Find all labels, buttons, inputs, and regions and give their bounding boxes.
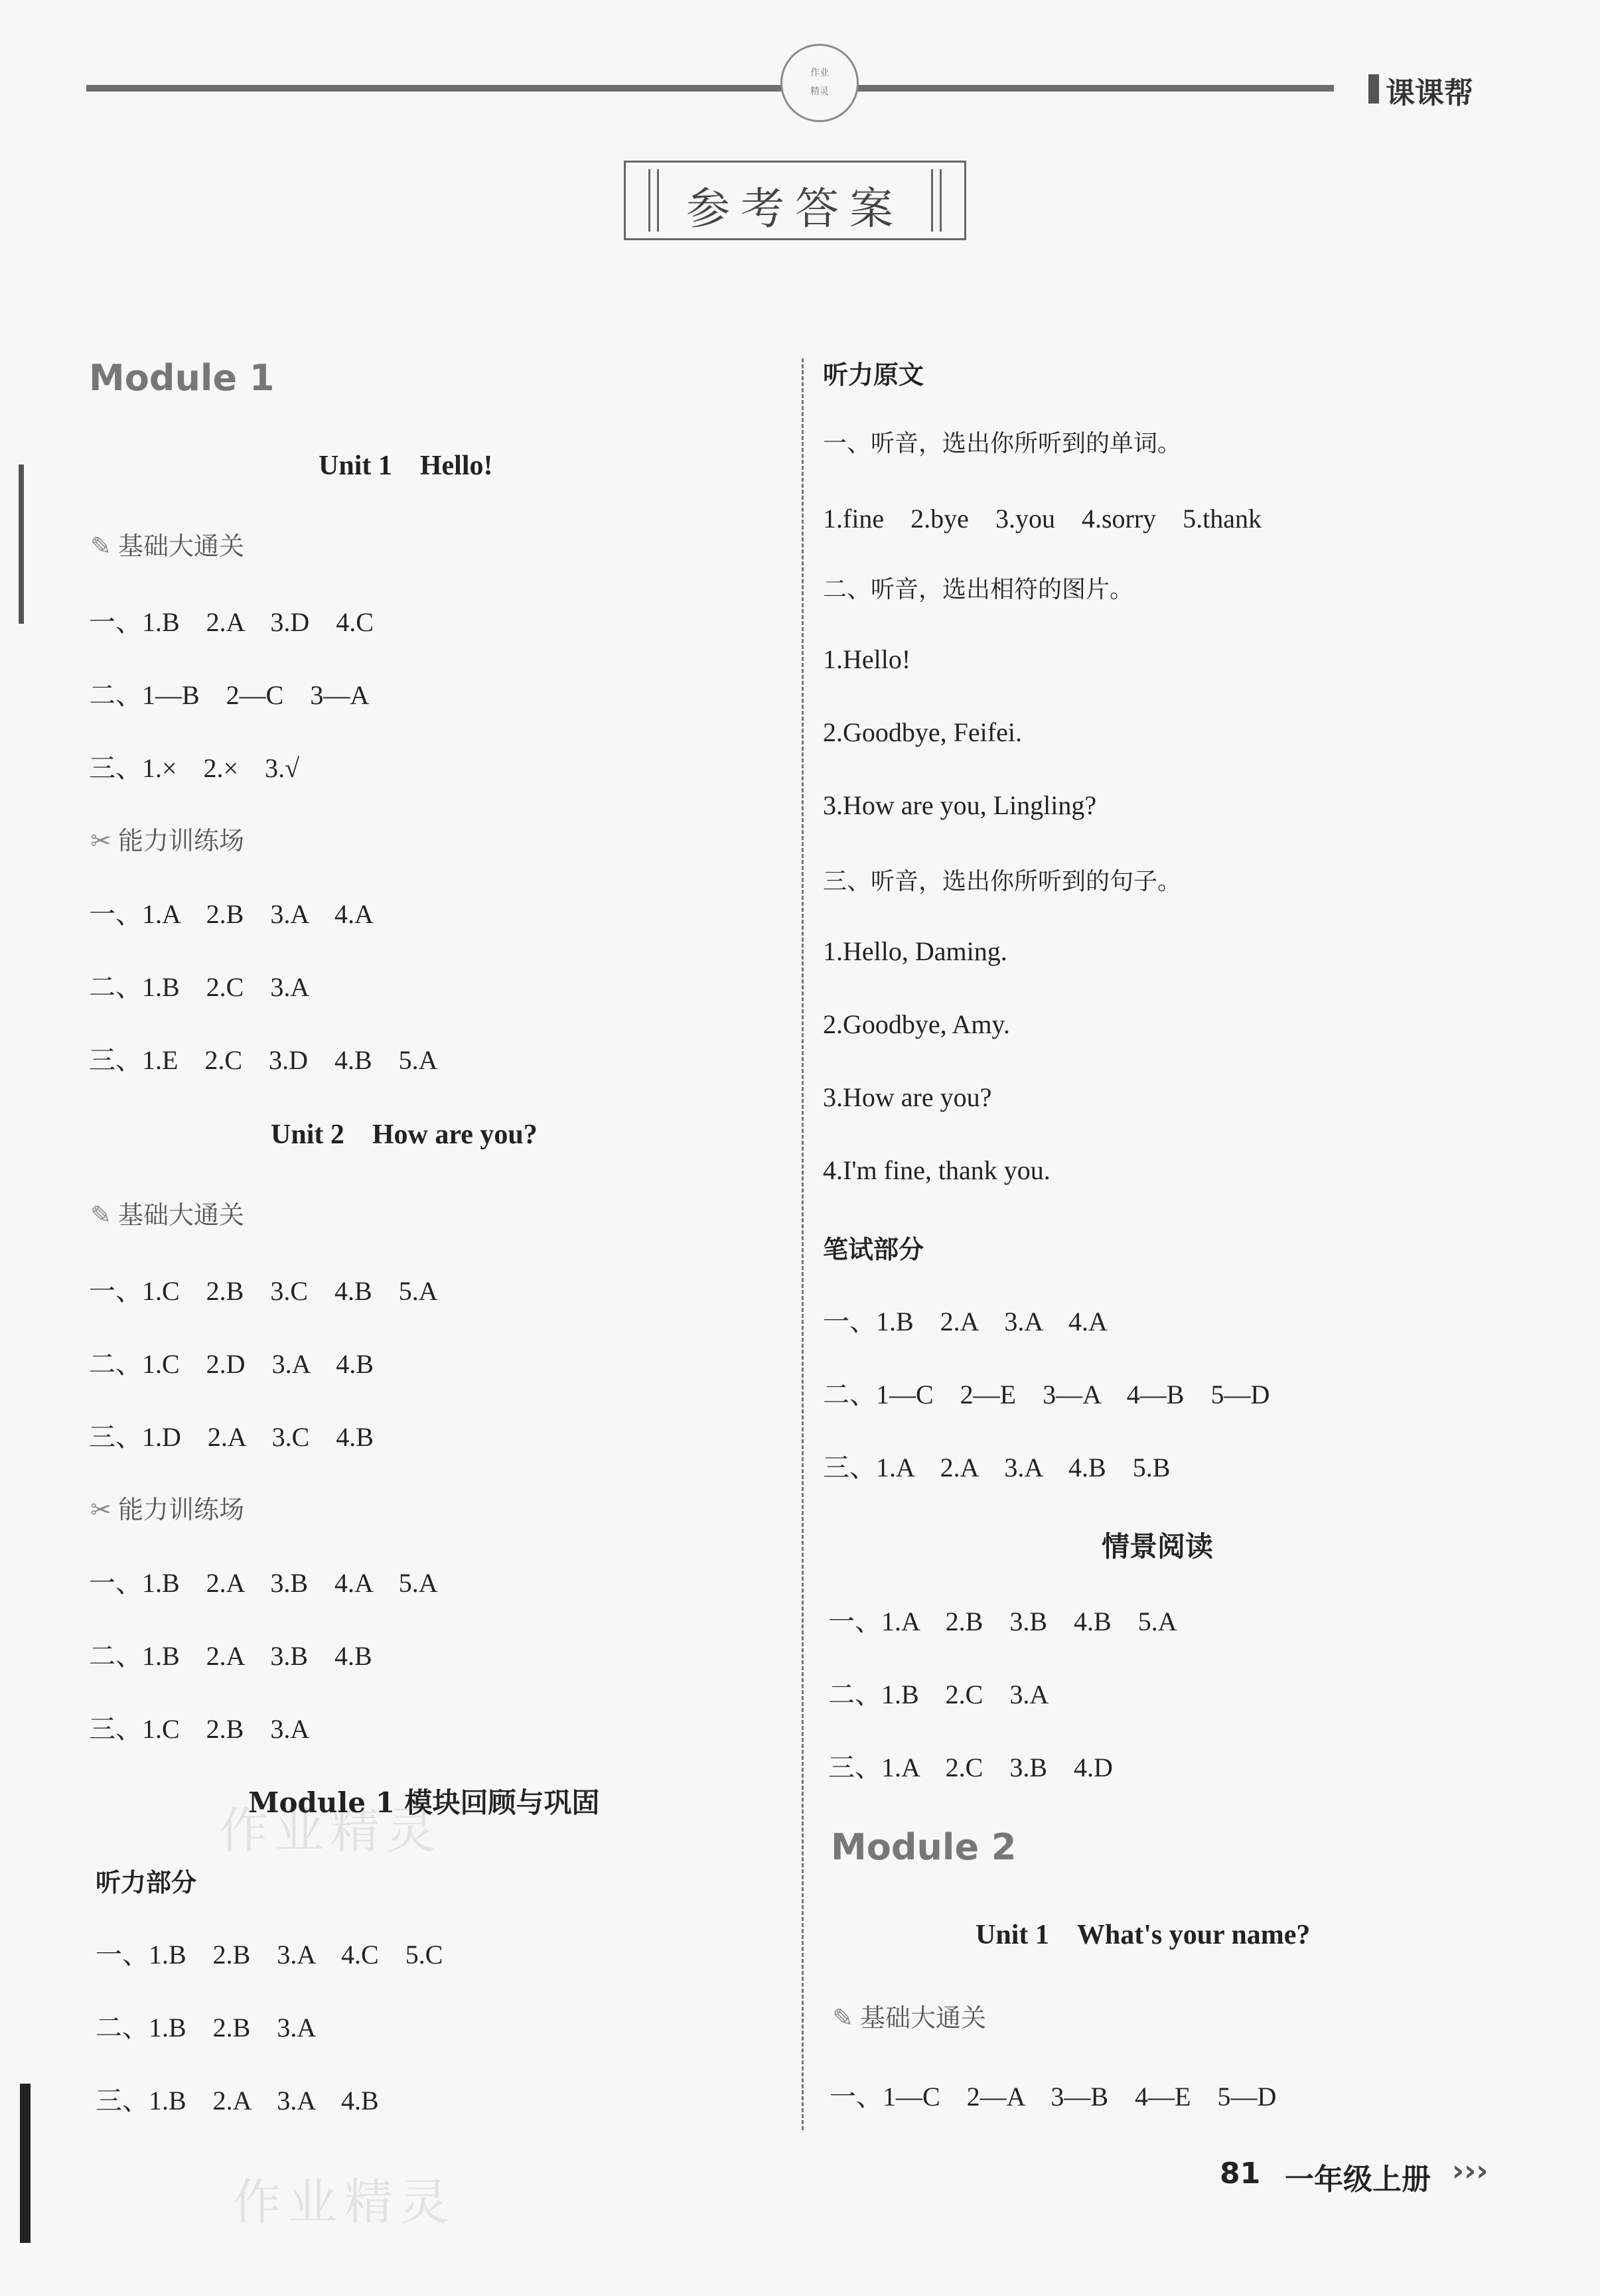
answer-line: 二、1—C 2—E 3—A 4—B 5—D: [823, 1380, 1270, 1409]
answer-line: 一、1.B 2.A 3.A 4.A: [823, 1307, 1108, 1336]
script-line: 三、听音，选出你所听到的句子。: [823, 868, 1182, 895]
u1-ability-label: 能力训练场: [118, 826, 245, 855]
unit-2-heading: Unit 2 How are you?: [271, 1119, 538, 1150]
module-1-review-heading: Module 1 模块回顾与巩固: [248, 1786, 600, 1819]
u1-basic-label: 基础大通关: [118, 532, 245, 561]
script-line: 4.I'm fine, thank you.: [823, 1155, 1051, 1185]
header-rule: [86, 85, 1334, 92]
u2-ability-section: [88, 1489, 244, 1526]
brand-name: 课课帮: [1386, 76, 1473, 110]
script-line: 3.How are you?: [823, 1082, 992, 1112]
written-part-heading: 笔试部分: [823, 1235, 924, 1264]
script-line: 二、听音，选出相符的图片。: [823, 576, 1134, 603]
pencil-icon: ✎: [90, 1200, 111, 1230]
stamp-logo: [780, 44, 859, 122]
answer-line: 二、1.C 2.D 3.A 4.B: [89, 1349, 374, 1379]
stamp-text-2: 精灵: [810, 86, 829, 97]
watermark-2: 作业精灵: [232, 2174, 455, 2231]
reading-heading: 情景阅读: [1102, 1530, 1214, 1563]
answer-line: 一、1.C 2.B 3.C 4.B 5.A: [89, 1276, 438, 1306]
m2-basic-label: 基础大通关: [860, 2003, 987, 2033]
u1-ability-section: [88, 820, 244, 857]
answer-line: 一、1.A 2.B 3.A 4.A: [89, 899, 374, 929]
answer-line: 一、1.B 2.B 3.A 4.C 5.C: [96, 1940, 443, 1970]
script-line: 3.How are you, Lingling?: [823, 790, 1097, 820]
scissors-icon: ✂: [90, 826, 111, 855]
script-line: 1.Hello, Daming.: [823, 936, 1007, 966]
unit-1-heading: Unit 1 Hello!: [319, 451, 493, 481]
listening-part-heading: 听力部分: [96, 1868, 197, 1897]
script-line: 2.Goodbye, Feifei.: [823, 717, 1022, 747]
stamp-text-1: 作业: [810, 68, 829, 78]
page-title-inner: [648, 169, 942, 232]
answer-line: 二、1—B 2—C 3—A: [89, 680, 370, 710]
answer-line: 二、1.B 2.C 3.A: [89, 972, 310, 1002]
page-number: 81: [1220, 2157, 1261, 2190]
scissors-icon: ✂: [90, 1495, 111, 1524]
scan-edge-mark-bottom: [20, 2084, 31, 2243]
answer-line: 三、1.E 2.C 3.D 4.B 5.A: [89, 1045, 438, 1075]
scan-edge-mark: [19, 465, 24, 624]
script-line: 2.Goodbye, Amy.: [823, 1009, 1010, 1039]
answer-line: 一、1.B 2.A 3.B 4.A 5.A: [89, 1568, 438, 1598]
pencil-icon: ✎: [832, 2003, 853, 2033]
pencil-icon: ✎: [90, 532, 111, 561]
answer-line: 三、1.A 2.C 3.B 4.D: [828, 1753, 1113, 1782]
answer-line: 二、1.B 2.C 3.A: [828, 1680, 1049, 1709]
u2-basic-label: 基础大通关: [118, 1200, 245, 1230]
page-title: 参考答案: [686, 183, 904, 234]
answer-line: 三、1.B 2.A 3.A 4.B: [96, 2086, 379, 2116]
script-line: 1.Hello!: [823, 644, 911, 674]
script-line: 1.fine 2.bye 3.you 4.sorry 5.thank: [823, 504, 1262, 534]
u2-ability-label: 能力训练场: [118, 1495, 245, 1524]
u2-basic-section: [88, 1194, 244, 1231]
answer-line: 二、1.B 2.A 3.B 4.B: [89, 1641, 372, 1671]
column-divider: [802, 358, 804, 2130]
m2-basic-section: [830, 1997, 986, 2034]
answer-line: 二、1.B 2.B 3.A: [96, 2013, 317, 2043]
module-1-heading: Module 1: [89, 357, 275, 399]
watermark-1: 作业精灵: [219, 1802, 442, 1859]
brand-bar-icon: [1368, 74, 1379, 104]
answer-line: 三、1.× 2.× 3.√: [89, 753, 300, 783]
answer-line: 三、1.D 2.A 3.C 4.B: [89, 1422, 374, 1452]
page-title-frame: [624, 161, 966, 240]
answer-line: 一、1—C 2—A 3—B 4—E 5—D: [830, 2082, 1277, 2112]
u1-basic-section: [88, 526, 244, 562]
answer-line: 三、1.A 2.A 3.A 4.B 5.B: [823, 1453, 1171, 1482]
grade-label: 一年级上册: [1285, 2163, 1431, 2196]
m2-unit-1-heading: Unit 1 What's your name?: [976, 1920, 1311, 1950]
module-2-heading: Module 2: [831, 1826, 1017, 1868]
script-line: 一、听音，选出你所听到的单词。: [823, 430, 1182, 457]
listening-script-heading: 听力原文: [823, 360, 924, 390]
chevron-right-icon: ›››: [1452, 2154, 1489, 2188]
answer-line: 一、1.A 2.B 3.B 4.B 5.A: [828, 1607, 1177, 1636]
answer-line: 一、1.B 2.A 3.D 4.C: [89, 607, 374, 637]
answer-line: 三、1.C 2.B 3.A: [89, 1714, 310, 1744]
